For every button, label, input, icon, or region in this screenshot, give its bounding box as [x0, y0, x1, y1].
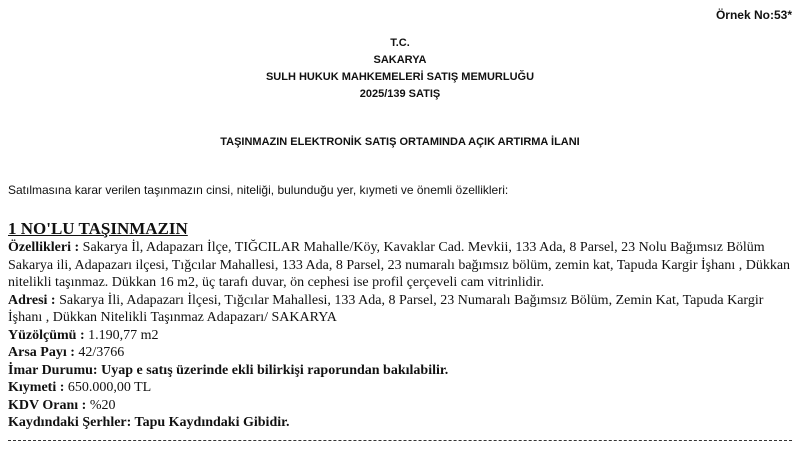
document-header: [0, 35, 800, 103]
property-address: [8, 292, 792, 327]
property-section: [8, 218, 792, 432]
section-divider: [8, 440, 792, 441]
announcement-title: TAŞINMAZIN ELEKTRONİK SATIŞ ORTAMINDA AÇIK ARTIRMA İLANI: [220, 136, 580, 148]
property-zoning: [8, 362, 792, 380]
zoning-label: İmar Durumu:: [8, 362, 98, 378]
vat-label: KDV Oranı :: [8, 397, 87, 413]
header-case-number: 2025/139 SATIŞ: [359, 88, 441, 100]
vat-value: %20: [86, 397, 116, 413]
zoning-value: Uyap e satış üzerinde ekli bilirkişi raporundan bakılabilir.: [97, 362, 449, 378]
area-value: 1.190,77 m2: [84, 327, 159, 343]
sample-number: Örnek No:53*: [715, 8, 792, 22]
header-city: SAKARYA: [373, 54, 427, 66]
area-label: Yüzölçümü :: [8, 327, 85, 343]
conditions-value: Tapu Kaydındaki Gibidir.: [131, 415, 290, 430]
property-land-share: [8, 344, 792, 362]
address-label: Adresi :: [8, 292, 56, 308]
intro-text: Satılmasına karar verilen taşınmazın cinsi, niteliği, bulunduğu yer, kıymeti ve önemli özellikleri:: [8, 183, 509, 197]
share-label: Arsa Payı :: [8, 345, 75, 360]
features-label: Özellikleri :: [8, 240, 80, 255]
property-conditions: [8, 414, 792, 432]
property-vat: [8, 397, 792, 415]
property-value: [8, 379, 792, 397]
header-office: SULH HUKUK MAHKEMELERİ SATIŞ MEMURLUĞU: [265, 71, 535, 83]
address-value: Sakarya İli, Adapazarı İlçesi, Tığcılar Mahallesi, 133 Ada, 8 Parsel, 23 Numaralı Bağımsız Bölüm, Zemin Kat, Tapuda Kargir İşhanı , Dükkan Nitelikli Taşınmaz Adapazarı/ SAKARYA: [8, 292, 764, 325]
property-area: [8, 327, 792, 345]
property-features: [8, 239, 792, 292]
value-amount: 650.000,00 TL: [64, 380, 152, 395]
share-value: 42/3766: [74, 345, 125, 360]
features-value: Sakarya İl, Adapazarı İlçe, TIĞCILAR Mahalle/Köy, Kavaklar Cad. Mevkii, 133 Ada, 8 Parsel, 23 Nolu Bağımsız Bölüm Sakarya ili, Adapazarı ilçesi, Tığcılar Mahallesi, 133 Ada, 8 Parsel, 23 numaralı bağımsız bölüm, zemin kat, Tapuda Kargir İşhanı , Dükkan nitelikli taşınmaz. Dükkan 16 m2, üç tarafı duvar, ön cephesi ise profil çerçeveli cam vitrinlidir.: [8, 240, 791, 290]
conditions-label: Kaydındaki Şerhler:: [8, 415, 132, 430]
property-title: 1 NO'LU TAŞINMAZIN: [8, 219, 188, 238]
header-tc: T.C.: [390, 37, 410, 49]
value-label: Kıymeti :: [8, 380, 65, 395]
